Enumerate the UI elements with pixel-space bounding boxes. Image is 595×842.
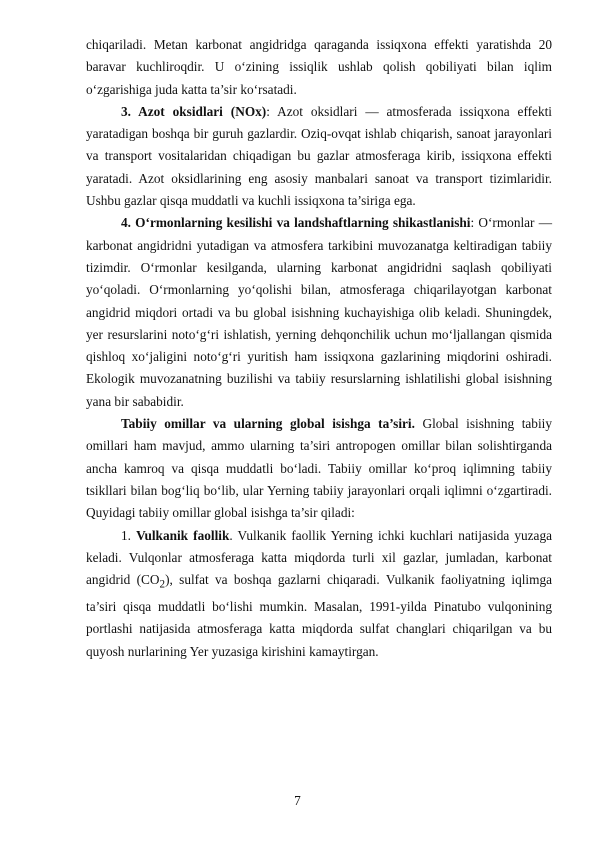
paragraph-text: . Vulkanik faollik Yerning ichki kuchlari natijasida yuzaga keladi. Vulqonlar atmosferaga katta miqdorda turli xil gazlar, jumladan, karbonat angidrid (CO xyxy=(86,527,553,588)
paragraph-methane xyxy=(86,34,552,101)
paragraph-nitrogen-oxides xyxy=(86,101,552,212)
paragraph-deforestation xyxy=(86,212,552,413)
section-heading: Vulkanik faollik xyxy=(136,527,230,543)
subscript: 2 xyxy=(159,578,166,591)
paragraph-text: : O‘rmonlar — karbonat angidridni yutadigan va atmosfera tarkibini muvozanatga keltiradigan tabiiy tizimdir. O‘rmonlar kesilganda, ularning karbonat angidridni saqlash qobiliyati yo‘qoladi. O‘rmonlarning yo‘qolishi bilan, atmosferaga chiqarilayotgan karbonat angidrid miqdori ortadi va bu global isishning kuchayishiga olib keladi. Shuningdek, yer resurslarini noto‘g‘ri ishlatish, yerning dehqonchilik uchun mo‘ljallangan qismida qishloq xo‘jaligini noto‘g‘ri yuritish ham issiqxona gazlarining miqdorini oshiradi. Ekologik muvozanatning buzilishi va tabiiy resurslarning ishlatilishi global isishning yana bir sababidir. xyxy=(86,215,552,409)
paragraph-text: ), sulfat va boshqa gazlarni chiqaradi. Vulkanik faoliyatning iqlimga ta’siri qisqa muddatli bo‘lishi mumkin. Masalan, 1991-yilda Pinatubo vulqonining portlashi natijasida atmosferaga katta miqdorda sulfat changlari chiqarilgan va bu quyosh nurlarining Yer yuzasiga kirishini kamaytirgan. xyxy=(86,572,552,659)
paragraph-natural-factors xyxy=(86,413,552,524)
section-heading: 4. O‘rmonlarning kesilishi va landshaftlarning shikastlanishi xyxy=(121,215,471,231)
page-number: 7 xyxy=(294,793,301,808)
paragraph-volcanic-activity xyxy=(86,525,552,663)
paragraph-text: : Azot oksidlari — atmosferada issiqxona effekti yaratadigan boshqa bir guruh gazlardir. Oziq-ovqat ishlab chiqarish, sanoat jarayonlari va transport vositalaridan chiqadigan bu gazlar atmosferaga kirib, issiqxona effekti yaratadi. Azot oksidlarining eng asosiy manbalari sanoat va transport tizimlaridir. Ushbu gazlar qisqa muddatli va kuchli issiqxona ta’siriga ega. xyxy=(86,103,552,209)
section-heading: Tabiiy omillar va ularning global isishga ta’siri. xyxy=(121,416,415,432)
paragraph-text: chiqariladi. Metan karbonat angidridga qaraganda issiqxona effekti yaratishda 20 baravar kuchliroqdir. U o‘zining issiqlik ushlab qolish qobiliyati bilan iqlim o‘zgarishiga juda katta ta’sir ko‘rsatadi. xyxy=(86,37,552,97)
document-body xyxy=(86,34,552,663)
paragraph-text: Global isishning tabiiy omillari ham mavjud, ammo ularning ta’siri antropogen omillar bilan solishtirganda ancha kamroq va qisqa muddatli bo‘ladi. Tabiiy omillar ko‘proq iqlimning tabiiy tsikllari bilan bog‘liq bo‘lib, ular Yerning tabiiy jarayonlari orqali iqlimni o‘zgartiradi. Quyidagi tabiiy omillar global isishga ta’sir qiladi: xyxy=(86,416,552,521)
list-number: 1. xyxy=(121,527,137,543)
section-heading: 3. Azot oksidlari (NOx) xyxy=(121,103,267,119)
